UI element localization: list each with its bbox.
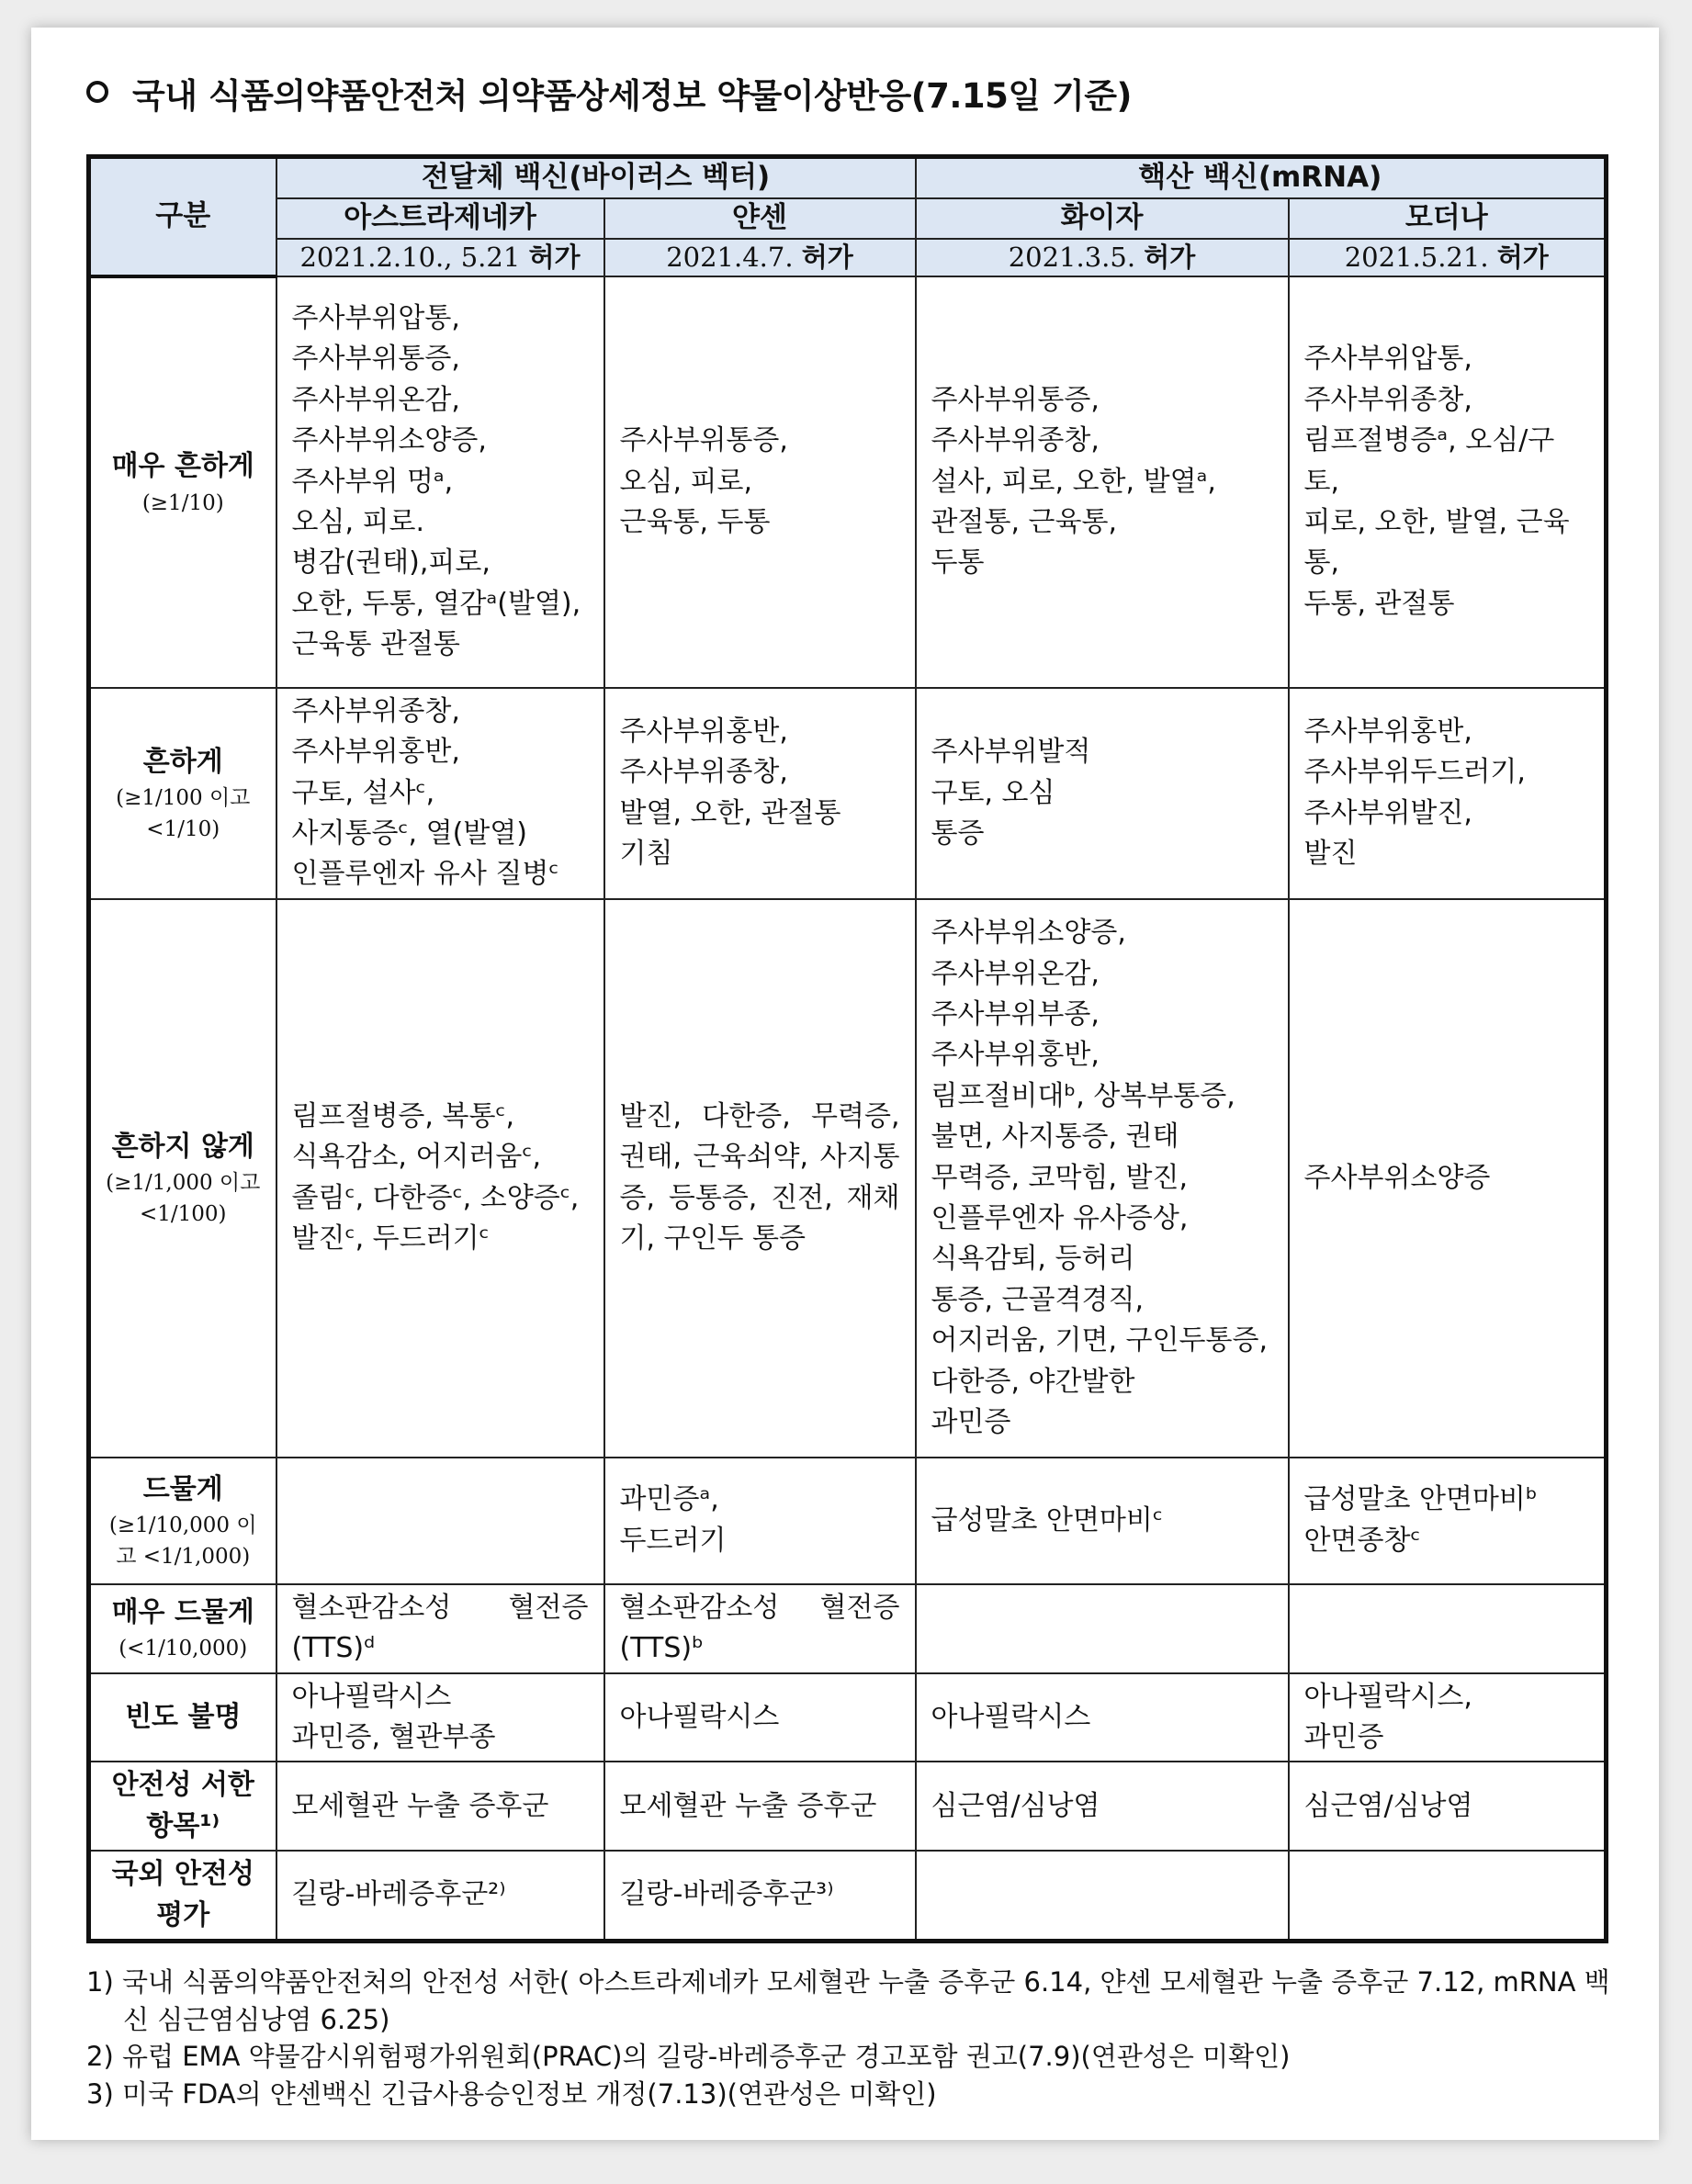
header-group-mrna: 핵산 백신(mRNA) (916, 157, 1607, 198)
header-approval-date: 2021.5.21. 허가 (1289, 239, 1607, 276)
row-category (89, 688, 276, 899)
row-category-name: 안전성 서한항목¹⁾ (111, 1769, 254, 1842)
circle-bullet-icon (86, 81, 108, 103)
table-cell: 주사부위발적 구토, 오심 통증 (916, 688, 1289, 899)
table-cell: 주사부위통증, 오심, 피로, 근육통, 두통 (604, 276, 916, 688)
table-cell: 주사부위압통, 주사부위통증, 주사부위온감, 주사부위소양증, 주사부위 멍ᵃ, 오심, 피로. 병감(권태),피로, 오한, 두통, 열감ᵃ(발열), 근육통 관절통 (276, 276, 604, 688)
table-cell: 아나필락시스 (604, 1673, 916, 1762)
row-category (89, 899, 276, 1458)
table-row (89, 276, 1607, 688)
table-cell (916, 1584, 1289, 1673)
table-cell: 주사부위통증, 주사부위종창, 설사, 피로, 오한, 발열ᵃ, 관절통, 근육통, 두통 (916, 276, 1289, 688)
table-cell: 길랑-바레증후군³⁾ (604, 1851, 916, 1941)
table-cell: 주사부위압통, 주사부위종창, 림프절병증ᵃ, 오심/구토, 피로, 오한, 발열, 근육통, 두통, 관절통 (1289, 276, 1607, 688)
footnote: 2) 유럽 EMA 약물감시위험평가위원회(PRAC)의 길랑-바레증후군 경고포함 권고(7.9)(연관성은 미확인) (86, 2041, 1291, 2073)
table-cell: 심근염/심낭염 (916, 1762, 1289, 1851)
table-cell: 주사부위종창, 주사부위홍반, 구토, 설사ᶜ, 사지통증ᶜ, 열(발열) 인플루엔자 유사 질병ᶜ (276, 688, 604, 899)
row-category-range: (≥1/10) (141, 490, 224, 515)
table-row (89, 1762, 1607, 1851)
header-row-dates (89, 239, 1607, 276)
header-row-vaccines (89, 198, 1607, 239)
header-category: 구분 (89, 157, 276, 276)
table-cell: 주사부위소양증 (1289, 899, 1607, 1458)
row-category-range: (≥1/1,000 이고 <1/100) (106, 1170, 261, 1226)
row-category-name: 매우 흔하게 (111, 450, 254, 483)
table-cell: 급성말초 안면마비ᵇ 안면종창ᶜ (1289, 1458, 1607, 1584)
table-body (89, 276, 1607, 1942)
table-cell: 아나필락시스, 과민증 (1289, 1673, 1607, 1762)
footnote: 3) 미국 FDA의 얀센백신 긴급사용승인정보 개정(7.13)(연관성은 미확인) (86, 2077, 937, 2110)
row-category-name: 매우 드물게 (111, 1595, 254, 1628)
header-approval-date: 2021.2.10., 5.21 허가 (276, 239, 604, 276)
table-cell (916, 1851, 1289, 1941)
table-cell: 모세혈관 누출 증후군 (604, 1762, 916, 1851)
row-category-range: (<1/10,000) (118, 1637, 248, 1661)
row-category-name: 국외 안전성평가 (111, 1858, 254, 1931)
header-approval-date: 2021.3.5. 허가 (916, 239, 1289, 276)
row-category (89, 1762, 276, 1851)
header-approval-date: 2021.4.7. 허가 (604, 239, 916, 276)
table-cell: 길랑-바레증후군²⁾ (276, 1851, 604, 1941)
table-cell: 과민증ᵃ, 두드러기 (604, 1458, 916, 1584)
document-page (31, 28, 1659, 2140)
table-cell: 심근염/심낭염 (1289, 1762, 1607, 1851)
table-cell (1289, 1584, 1607, 1673)
header-vaccine-name: 아스트라제네카 (276, 198, 604, 239)
header-vaccine-name: 얀센 (604, 198, 916, 239)
table-cell: 주사부위소양증, 주사부위온감, 주사부위부종, 주사부위홍반, 림프절비대ᵇ, 상복부통증, 불면, 사지통증, 권태 무력증, 코막힘, 발진, 인플루엔자 유사증상, 식욕감퇴, 등허리 통증, 근골격경직, 어지러움, 기면, 구인두통증, 다한증, 야간발한 과민증 (916, 899, 1289, 1458)
header-vaccine-name: 모더나 (1289, 198, 1607, 239)
row-category (89, 1673, 276, 1762)
table-row (89, 1673, 1607, 1762)
table-row (89, 1851, 1607, 1941)
table-cell: 모세혈관 누출 증후군 (276, 1762, 604, 1851)
row-category-name: 드물게 (142, 1472, 223, 1505)
table-cell: 급성말초 안면마비ᶜ (916, 1458, 1289, 1584)
table-cell (276, 1458, 604, 1584)
table-row (89, 1584, 1607, 1673)
table-row (89, 899, 1607, 1458)
adverse-reaction-table (86, 154, 1608, 1943)
table-cell: 발진, 다한증, 무력증, 권태, 근육쇠약, 사지통증, 등통증, 진전, 재채기, 구인두 통증 (604, 899, 916, 1458)
row-category-name: 흔하게 (142, 745, 223, 778)
table-cell (1289, 1851, 1607, 1941)
title-text: 국내 식품의약품안전처 의약품상세정보 약물이상반응(7.15일 기준) (132, 76, 1132, 116)
header-group-vector: 전달체 백신(바이러스 벡터) (276, 157, 916, 198)
header-row-groups (89, 157, 1607, 198)
footnotes (86, 1964, 1630, 2112)
row-category (89, 1851, 276, 1941)
table-cell: 아나필락시스 과민증, 혈관부종 (276, 1673, 604, 1762)
header-vaccine-name: 화이자 (916, 198, 1289, 239)
table-cell: 주사부위홍반, 주사부위두드러기, 주사부위발진, 발진 (1289, 688, 1607, 899)
row-category-range: (≥1/10,000 이고 <1/1,000) (108, 1513, 257, 1569)
table-row (89, 1458, 1607, 1584)
table-row (89, 688, 1607, 899)
row-category (89, 276, 276, 688)
footnote: 1) 국내 식품의약품안전처의 안전성 서한( 아스트라제네카 모세혈관 누출 증후군 6.14, 얀센 모세혈관 누출 증후군 7.12, mRNA 백신 심근염심낭염 6.25) (86, 1966, 1610, 2035)
table-cell: 아나필락시스 (916, 1673, 1289, 1762)
row-category (89, 1458, 276, 1584)
row-category-name: 흔하지 않게 (111, 1130, 254, 1163)
row-category-range: (≥1/100 이고 <1/10) (116, 785, 251, 841)
table-cell: 주사부위홍반, 주사부위종창, 발열, 오한, 관절통 기침 (604, 688, 916, 899)
row-category-name: 빈도 불명 (125, 1700, 242, 1733)
table-cell: 림프절병증, 복통ᶜ, 식욕감소, 어지러움ᶜ, 졸림ᶜ, 다한증ᶜ, 소양증ᶜ, 발진ᶜ, 두드러기ᶜ (276, 899, 604, 1458)
row-category (89, 1584, 276, 1673)
document-title (86, 68, 1132, 118)
table-cell: 혈소판감소성 혈전증 (TTS)ᵇ (604, 1584, 916, 1673)
table-cell: 혈소판감소성 혈전증 (TTS)ᵈ (276, 1584, 604, 1673)
